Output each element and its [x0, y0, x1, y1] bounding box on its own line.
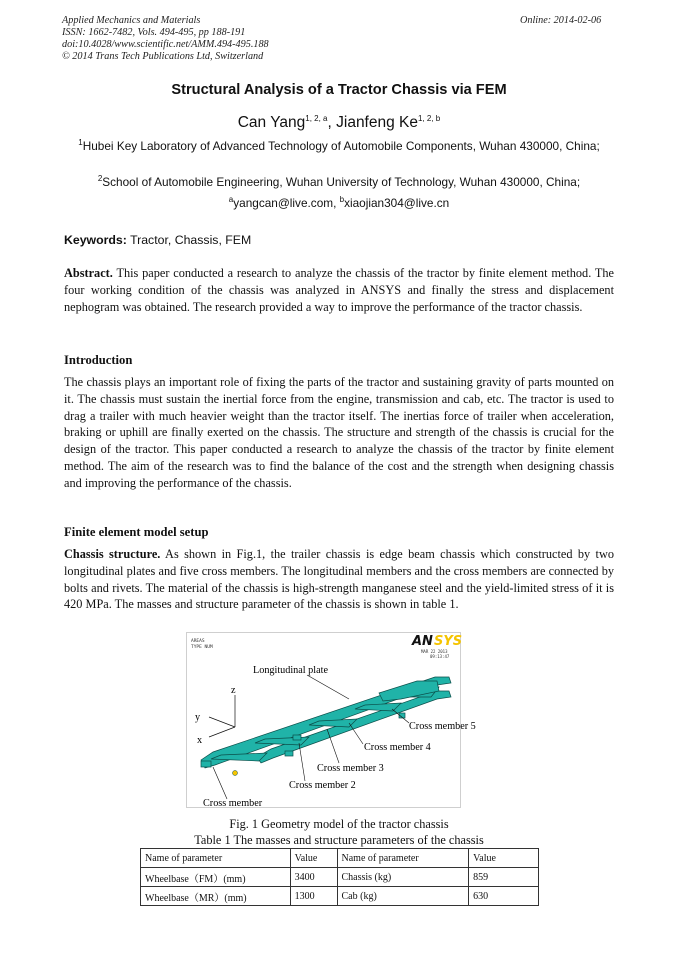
- abstract: [64, 265, 614, 315]
- copyright-line: © 2014 Trans Tech Publications Ltd, Switzerland: [62, 51, 264, 62]
- author-sep: ,: [327, 114, 337, 131]
- front-bracket: [201, 761, 211, 767]
- doi-line: doi:10.4028/www.scientific.net/AMM.494-495.188: [62, 39, 269, 50]
- label-cross-member-5: Cross member 5: [409, 721, 476, 732]
- paper-title: Structural Analysis of a Tractor Chassis via FEM: [171, 82, 507, 98]
- affiliation-1-text: Hubei Key Laboratory of Advanced Technology of Automobile Components, Wuhan 430000, China;: [82, 139, 600, 153]
- author-2: Jianfeng Ke: [336, 114, 418, 131]
- email-b-sup: b: [339, 195, 345, 205]
- author-1-sup: 1, 2, a: [305, 113, 328, 123]
- label-cross-member: Cross member: [203, 798, 263, 809]
- front-marker: [233, 771, 238, 776]
- bracket-3: [285, 751, 293, 756]
- email-line: [64, 195, 614, 211]
- ansys-logo-an: AN: [412, 634, 433, 649]
- table-header-cell: Value: [290, 849, 337, 868]
- table-header-cell: Value: [469, 849, 539, 868]
- keywords-text: Tractor, Chassis, FEM: [126, 233, 252, 247]
- axis-z-label: z: [231, 685, 236, 696]
- label-cross-member-4: Cross member 4: [364, 742, 431, 753]
- fem-setup-heading: Finite element model setup: [64, 525, 209, 539]
- axis-y-label: y: [195, 712, 201, 723]
- figure-1-caption: Fig. 1 Geometry model of the tractor chassis: [229, 817, 449, 831]
- abstract-text: This paper conducted a research to analyze the chassis of the tractor by finite element method. The four working condition of the chassis was analyzed in ANSYS and finally the stress and displacement nephogram was obtained. The research provided a way to improve the performance of the tractor chassis.: [64, 266, 614, 314]
- bracket-2: [293, 735, 301, 740]
- table-cell: 1300: [290, 887, 337, 906]
- author-line: [0, 114, 678, 132]
- author-2-sup: 1, 2, b: [418, 113, 441, 123]
- ansys-logo-sys: SYS: [434, 634, 463, 649]
- table-cell: Cab (kg): [337, 887, 469, 906]
- abstract-label: Abstract.: [64, 266, 113, 280]
- chassis-structure-text: As shown in Fig.1, the trailer chassis is edge beam chassis which constructed by two longitudinal plates and five cross members. The longitudinal members and the cross members are connected by bolts and rivets. The material of the chassis is high-strength manganese steel and the yield-limited stress of it is 420 MPa. The masses and structure parameter of the chassis is shown in table 1.: [64, 547, 614, 612]
- chassis-model-image: [187, 633, 476, 809]
- label-cross-member-3: Cross member 3: [317, 763, 384, 774]
- introduction-heading: Introduction: [64, 353, 133, 367]
- email-b: xiaojian304@live.cn: [344, 196, 450, 210]
- ansys-time: 09:13:47: [430, 654, 450, 659]
- table-cell: 630: [469, 887, 539, 906]
- table-1-caption: Table 1 The masses and structure parameters of the chassis: [194, 833, 484, 847]
- ansys-corner-line1: AREAS: [191, 639, 205, 644]
- label-longitudinal-plate: Longitudinal plate: [253, 665, 328, 676]
- affiliation-2-sup: 2: [97, 174, 103, 184]
- author-1: Can Yang: [237, 114, 306, 131]
- table-row: [141, 887, 539, 906]
- table-cell: Wheelbase（FM）(mm): [141, 868, 291, 887]
- keywords: [64, 233, 251, 247]
- figure-1: [186, 632, 476, 809]
- table-cell: 3400: [290, 868, 337, 887]
- online-date: Online: 2014-02-06: [520, 15, 602, 26]
- email-a-sup: a: [228, 195, 234, 205]
- affiliation-2: [64, 174, 614, 190]
- table-cell: Wheelbase（MR）(mm): [141, 887, 291, 906]
- ansys-date: MAR 22 2013: [421, 649, 448, 654]
- table-row: [141, 868, 539, 887]
- affiliation-2-text: School of Automobile Engineering, Wuhan University of Technology, Wuhan 430000, China;: [102, 175, 581, 189]
- axis-x-label: x: [197, 735, 203, 746]
- journal-name: Applied Mechanics and Materials: [62, 15, 201, 26]
- keywords-label: Keywords:: [64, 233, 127, 247]
- chassis-structure-label: Chassis structure.: [64, 547, 161, 561]
- issn-line: ISSN: 1662-7482, Vols. 494-495, pp 188-191: [62, 27, 246, 38]
- affiliation-1-sup: 1: [78, 138, 83, 148]
- table-cell: 859: [469, 868, 539, 887]
- table-header-cell: Name of parameter: [337, 849, 469, 868]
- table-header-row: [141, 849, 539, 868]
- axis-triad: [209, 695, 235, 737]
- table-header-cell: Name of parameter: [141, 849, 291, 868]
- introduction-text: The chassis plays an important role of fixing the parts of the tractor and sustaining gravity of parts mounted on it. The chassis must sustain the inertial force from the engine, transmission and cab, etc. The tractor is used to drag a trailer with much heavier weight than the tractor itself. The inertias force of trailer when acceleration, braking or uphill are finally exerted on the chassis. The structure and strength of the chassis is crucial for the design of the tractor. This paper conducted a research to analyze the chassis of the tractor by finite element method. The aim of the research was to find the balance of the cost and the strength when designing chassis and improving the performance of the chassis.: [64, 375, 614, 490]
- table-1: [140, 848, 539, 906]
- email-a: yangcan@live.com,: [233, 196, 340, 210]
- ansys-logo: [411, 634, 462, 649]
- ansys-corner-line2: TYPE NUM: [191, 645, 213, 650]
- affiliation-1: [64, 138, 614, 154]
- table-cell: Chassis (kg): [337, 868, 469, 887]
- chassis-structure-para: [64, 546, 614, 613]
- label-cross-member-2: Cross member 2: [289, 780, 356, 791]
